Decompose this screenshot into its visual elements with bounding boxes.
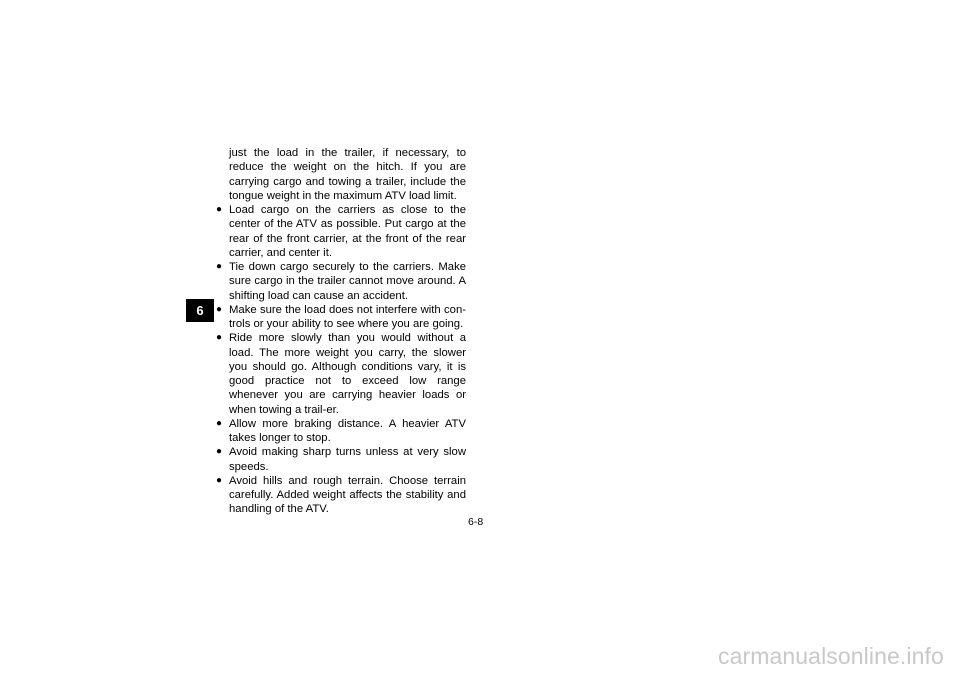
list-item (216, 417, 466, 446)
bullet-icon: ● (216, 417, 223, 429)
list-item-text: Ride more slowly than you would without a load. The more weight you carry, the slower you should go. Although conditions vary, it is good practice not to exceed low range whenever you are carrying heavier loads or when towing a trail-er. (229, 332, 466, 416)
bullet-icon: ● (216, 474, 223, 486)
bullet-icon: ● (216, 204, 223, 215)
list-item-text: Tie down cargo securely to the carriers. Make sure cargo in the trailer cannot move around. A shifting load can cause an accident. (229, 261, 466, 302)
list-item (216, 203, 466, 260)
list-item (216, 474, 466, 517)
list-item (216, 303, 466, 332)
list-item (216, 445, 466, 474)
chapter-tab: 6 (186, 299, 214, 322)
bullet-icon: ● (216, 303, 223, 315)
page-content (216, 146, 466, 517)
list-item-text: Avoid making sharp turns unless at very slow speeds. (229, 446, 466, 473)
list-item-text: Make sure the load does not interfere with con-trols or your ability to see where you are going. (229, 303, 466, 330)
bullet-icon: ● (216, 261, 223, 272)
page-number: 6-8 (468, 516, 484, 528)
list-item-text: Load cargo on the carriers as close to the center of the ATV as possible. Put cargo at the rear of the front carrier, at the front of the rear carrier, and center it. (229, 204, 466, 259)
continued-paragraph: just the load in the trailer, if necessary, to reduce the weight on the hitch. If you are carrying cargo and towing a trailer, include the tongue weight in the maximum ATV load limit. (229, 147, 466, 202)
list-item (216, 331, 466, 417)
list-item-text: Avoid hills and rough terrain. Choose terrain carefully. Added weight affects the stability and handling of the ATV. (229, 474, 466, 516)
watermark-text: carmanualsonline.info (718, 643, 944, 669)
bullet-icon: ● (216, 446, 223, 458)
list-item-text: Allow more braking distance. A heavier ATV takes longer to stop. (229, 417, 466, 444)
bullet-list (216, 203, 466, 517)
list-item (216, 260, 466, 303)
bullet-icon: ● (216, 332, 223, 344)
